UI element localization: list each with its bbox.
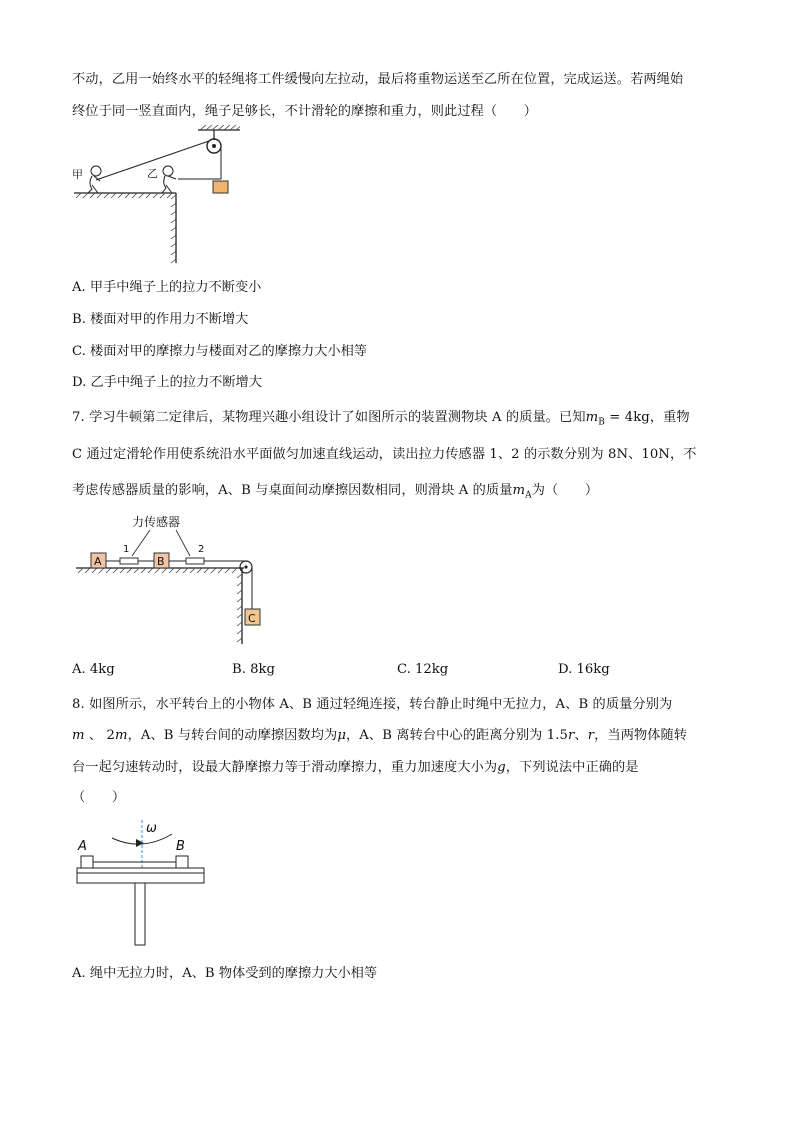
label-force-sensor: 力传感器: [132, 515, 181, 529]
q8-stem-line-3: 台一起匀速转动时，设最大静摩擦力等于滑动摩擦力，重力加速度大小为g，下列说法中正确的是: [72, 760, 639, 775]
q8-stem-line-1: 8. 如图所示，水平转台上的小物体 A、B 通过轻绳连接，转台静止时绳中无拉力，A、B 的质量分别为: [72, 697, 673, 712]
q6-stem-line-2: 终位于同一竖直面内，绳子足够长，不计滑轮的摩擦和重力，则此过程（ ）: [72, 104, 538, 119]
q7-option-d[interactable]: D. 16kg: [558, 662, 610, 677]
person-jia-icon: [88, 166, 101, 193]
q7-stem-line-1: 7. 学习牛顿第二定律后，某物理兴趣小组设计了如图所示的装置测物块 A 的质量。已知$m_B = 4kg$，重物: [72, 410, 690, 428]
person-yi-icon: [162, 166, 176, 193]
q8-option-a[interactable]: A. 绳中无拉力时，A、B 物体受到的摩擦力大小相等: [72, 966, 378, 981]
q6-option-d[interactable]: D. 乙手中绳子上的拉力不断增大: [72, 375, 262, 390]
q6-option-c[interactable]: C. 楼面对甲的摩擦力与楼面对乙的摩擦力大小相等: [72, 344, 367, 359]
q6-option-b[interactable]: B. 楼面对甲的作用力不断增大: [72, 312, 249, 327]
q7-stem-line-3: 考虑传感器质量的影响，A、B 与桌面间动摩擦因数相同，则滑块 A 的质量$m_A$为（ ）: [72, 483, 599, 501]
sensor-1: [120, 558, 138, 564]
q8-turntable-figure: [72, 812, 212, 952]
q8-stem-line-2: m 、 2m，A、B 与转台间的动摩擦因数均为μ，A、B 离转台中心的距离分别为 1.5r、r，当两物体随转: [72, 728, 688, 743]
sensor-2: [186, 558, 204, 564]
label-block-a: A: [94, 555, 102, 568]
label-sensor-1: 1: [123, 544, 130, 555]
label-block-c: C: [248, 612, 256, 625]
label-object-b: B: [176, 839, 185, 854]
q7-sensor-figure: [72, 512, 272, 648]
label-block-b: B: [157, 555, 165, 568]
q7-option-a[interactable]: A. 4kg: [72, 662, 115, 677]
q6-option-a[interactable]: A. 甲手中绳子上的拉力不断变小: [72, 280, 262, 295]
q7-option-c[interactable]: C. 12kg: [397, 662, 449, 677]
q7-stem-line-2: C 通过定滑轮作用使系统沿水平面做匀加速直线运动，读出拉力传感器 1、2 的示数分别为 8N、10N，不: [72, 447, 697, 462]
label-yi: 乙: [147, 167, 158, 180]
label-jia: 甲: [72, 168, 83, 181]
label-object-a: A: [78, 839, 87, 854]
q8-stem-line-4: （ ）: [72, 790, 126, 805]
q6-pulley-figure: [70, 125, 240, 265]
label-sensor-2: 2: [198, 544, 205, 555]
q7-option-b[interactable]: B. 8kg: [232, 662, 275, 677]
q6-stem-line-1: 不动，乙用一始终水平的轻绳将工件缓慢向左拉动，最后将重物运送至乙所在位置，完成运送。若两绳始: [72, 72, 684, 87]
label-omega: ω: [146, 821, 157, 836]
